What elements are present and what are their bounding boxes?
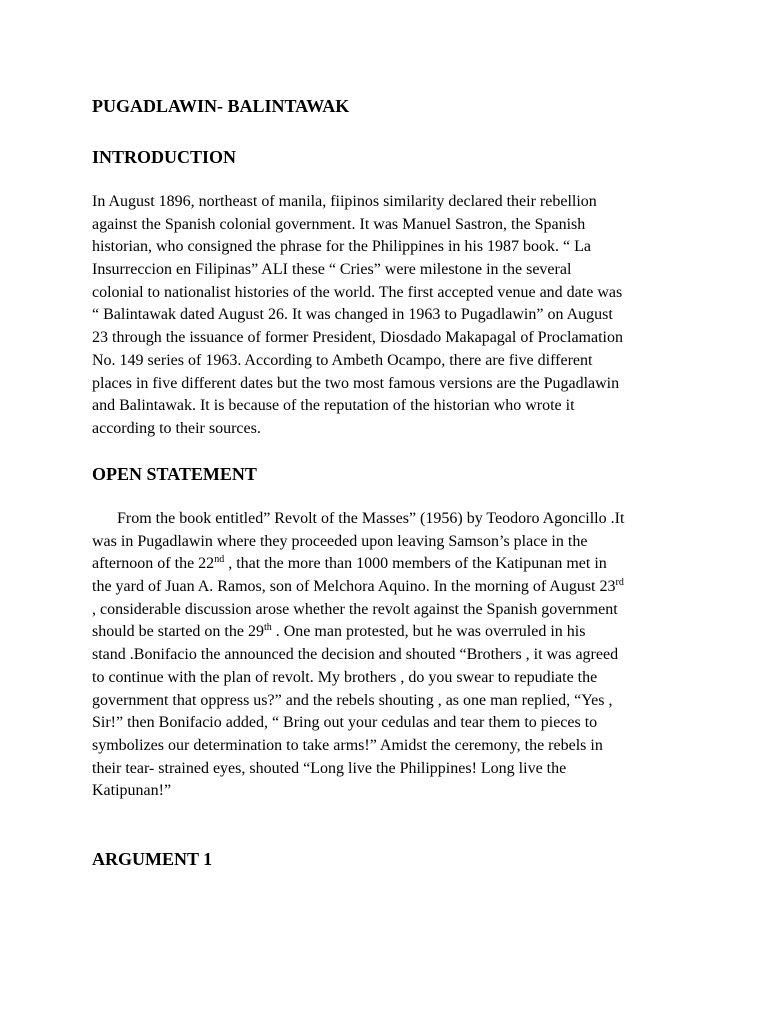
open-statement-line: , considerable discussion arose whether the revolt against the Spanish government <box>92 600 618 618</box>
introduction-line: according to their sources. <box>92 419 261 437</box>
ordinal-suffix: th <box>263 622 272 634</box>
document-title: PUGADLAWIN- BALINTAWAK <box>92 96 350 116</box>
introduction-paragraph <box>92 191 692 441</box>
open-statement-line: their tear- strained eyes, shouted “Long live the Philippines! Long live the <box>92 759 567 777</box>
introduction-line: historian, who consigned the phrase for the Philippines in his 1987 book. “ La <box>92 238 592 256</box>
ordinal-suffix: nd <box>214 554 225 566</box>
open-statement-heading: OPEN STATEMENT <box>92 464 257 484</box>
argument1-heading: ARGUMENT 1 <box>92 849 213 869</box>
line-text: . One man protested, but he was overruled in his <box>271 623 586 641</box>
open-statement-line <box>92 576 692 599</box>
open-statement-line: government that oppress us?” and the rebels shouting , as one man replied, “Yes , <box>92 691 613 709</box>
line-text: should be started on the 29 <box>92 623 264 641</box>
open-statement-paragraph <box>92 508 692 803</box>
open-statement-line: Katipunan!” <box>92 782 172 800</box>
introduction-line: and Balintawak. It is because of the reputation of the historian who wrote it <box>92 397 575 415</box>
introduction-line: places in five different dates but the two most famous versions are the Pugadlawin <box>92 374 620 392</box>
introduction-line: against the Spanish colonial government. It was Manuel Sastron, the Spanish <box>92 215 586 233</box>
introduction-line: “ Balintawak dated August 26. It was changed in 1963 to Pugadlawin” on August <box>92 306 613 324</box>
line-text: , that the more than 1000 members of the Katipunan met in <box>224 555 607 573</box>
introduction-heading: INTRODUCTION <box>92 147 237 167</box>
introduction-line: colonial to nationalist histories of the world. The first accepted venue and date was <box>92 283 623 301</box>
open-statement-line: Sir!” then Bonifacio added, “ Bring out your cedulas and tear them to pieces to <box>92 714 598 732</box>
introduction-line: Insurreccion en Filipinas” ALI these “ Cries” were milestone in the several <box>92 261 572 279</box>
open-statement-line: From the book entitled” Revolt of the Masses” (1956) by Teodoro Agoncillo .It <box>117 510 625 527</box>
ordinal-suffix: rd <box>615 577 624 589</box>
open-statement-line: symbolizes our determination to take arms!” Amidst the ceremony, the rebels in <box>92 736 603 754</box>
line-text: afternoon of the 22 <box>92 555 215 573</box>
open-statement-line <box>92 553 692 576</box>
introduction-line: In August 1896, northeast of manila, fiipinos similarity declared their rebellion <box>92 193 597 210</box>
introduction-line: 23 through the issuance of former President, Diosdado Makapagal of Proclamation <box>92 329 623 347</box>
open-statement-line: stand .Bonifacio the announced the decision and shouted “Brothers , it was agreed <box>92 646 619 664</box>
open-statement-line <box>92 621 692 644</box>
line-text: the yard of Juan A. Ramos, son of Melchora Aquino. In the morning of August 23 <box>92 578 616 596</box>
introduction-line: No. 149 series of 1963. According to Ambeth Ocampo, there are five different <box>92 351 593 369</box>
open-statement-line: was in Pugadlawin where they proceeded upon leaving Samson’s place in the <box>92 532 588 550</box>
open-statement-line: to continue with the plan of revolt. My brothers , do you swear to repudiate the <box>92 668 598 686</box>
